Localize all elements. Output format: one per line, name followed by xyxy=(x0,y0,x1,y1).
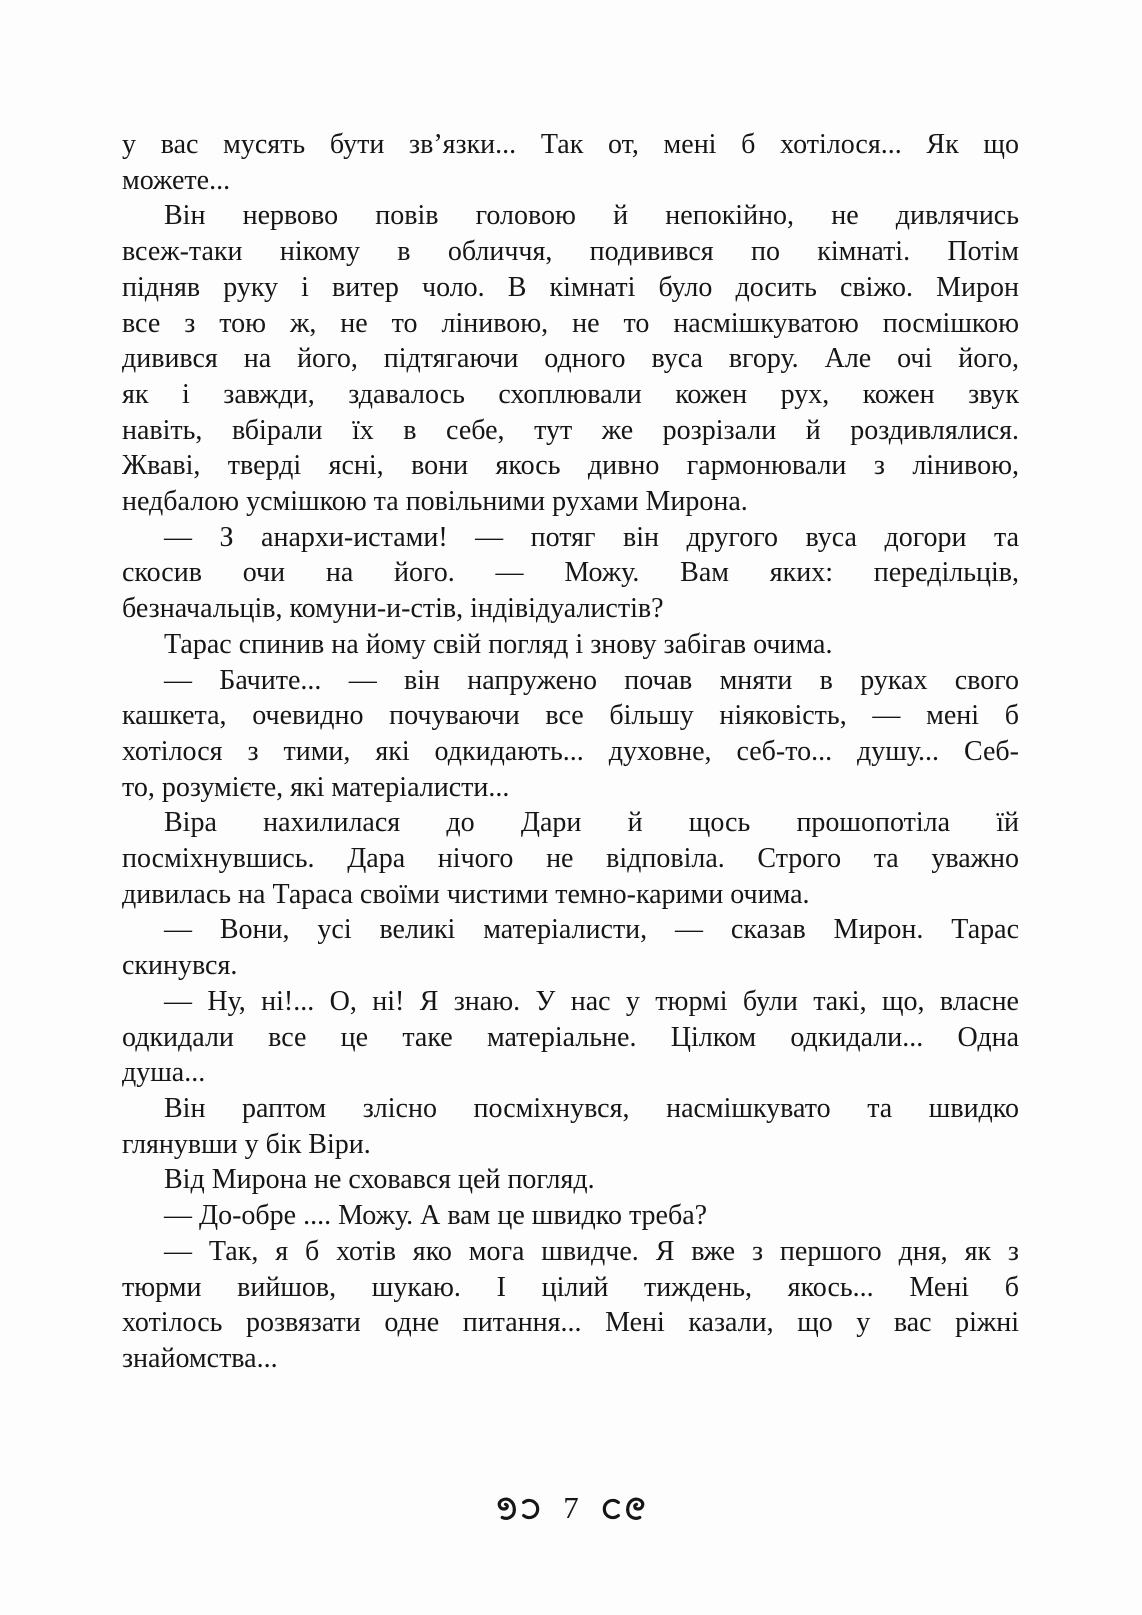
text-line: хотілося з тими, які одкидають... духовне, себ-то... душу... Себ- xyxy=(122,735,1019,767)
page-lines xyxy=(122,127,1019,1377)
text-line: скинувся. xyxy=(122,950,238,982)
text-line: — Так, я б хотів яко мога швидче. Я вже з першого дня, як з xyxy=(164,1235,1019,1267)
text-line: Жваві, тверді ясні, вони якось дивно гармонювали з лінивою, xyxy=(122,450,1019,482)
text-line: посміхнувшись. Дара нічого не відповіла. Строго та уважно xyxy=(122,843,1019,875)
text-line: душа... xyxy=(122,1057,206,1089)
text-line: глянувши у бік Віри. xyxy=(122,1128,371,1160)
text-line: — До-обре .... Можу. А вам це швидко треба? xyxy=(164,1200,708,1232)
text-line: Тарас спинив на йому свій погляд і знову забігав очима. xyxy=(164,628,833,660)
text-line: знайомства... xyxy=(122,1342,278,1374)
text-line: Від Мирона не сховався цей погляд. xyxy=(164,1164,595,1196)
text-line: підняв руку і витер чоло. В кімнаті було досить свіжо. Мирон xyxy=(122,271,1019,303)
text-line: тюрми вийшов, шукаю. І цілий тиждень, якось... Мені б xyxy=(122,1271,1019,1303)
text-line: то, розумієте, які матеріалисти... xyxy=(122,771,510,803)
text-line: дивилась на Тараса своїми чистими темно-карими очима. xyxy=(122,878,810,910)
page-number: 7 xyxy=(563,1490,579,1525)
text-line: — Бачите... — він напружено почав мняти в руках свого xyxy=(164,664,1019,696)
text-line: хотілось розвязати одне питання... Мені казали, що у вас ріжні xyxy=(122,1307,1019,1339)
text-line: навіть, вбірали їх в себе, тут же розрізали й роздивлялися. xyxy=(122,414,1019,446)
text-line: кашкета, очевидно почуваючи все більшу ніяковість, — мені б xyxy=(122,700,1019,732)
text-line: — Вони, усі великі матеріалисти, — сказав Мирон. Тарас xyxy=(164,914,1019,946)
fleuron-right-icon xyxy=(599,1495,647,1523)
text-line: всеж-таки нікому в обличчя, подивився по кімнаті. Потім xyxy=(122,236,1019,268)
text-line: можете... xyxy=(122,164,231,196)
text-line: скосив очи на його. — Можу. Вам яких: передільців, xyxy=(122,557,1019,589)
text-line: у вас мусять бути зв’язки... Так от, мені б хотілося... Як що xyxy=(122,129,1019,160)
fleuron-left-icon xyxy=(495,1495,543,1523)
text-line: — З анархи-истами! — потяг він другого вуса догори та xyxy=(164,521,1019,553)
text-line: дивився на його, підтягаючи одного вуса вгору. Але очі його, xyxy=(122,343,1019,375)
text-line: — Ну, ні!... О, ні! Я знаю. У нас у тюрмі були такі, що, власне xyxy=(164,985,1019,1017)
text-line: все з тою ж, не то лінивою, не то насмішкуватою посмішкою xyxy=(122,307,1019,339)
text-line: недбалою усмішкою та повільними рухами Мирона. xyxy=(122,486,748,518)
text-line: безначальців, комуни-и-стів, індівідуалистів? xyxy=(122,593,664,625)
page-footer xyxy=(0,1492,1142,1525)
text-line: Він раптом злісно посміхнувся, насмішкувато та швидко xyxy=(164,1092,1019,1124)
text-line: одкидали все це таке матеріальне. Цілком одкидали... Одна xyxy=(122,1021,1019,1053)
text-line: як і завжди, здавалось схоплювали кожен рух, кожен звук xyxy=(122,378,1019,410)
text-line: Віра нахилилася до Дари й щось прошопотіла їй xyxy=(164,807,1019,839)
text-line: Він нервово повів головою й непокійно, не дивлячись xyxy=(164,200,1019,232)
